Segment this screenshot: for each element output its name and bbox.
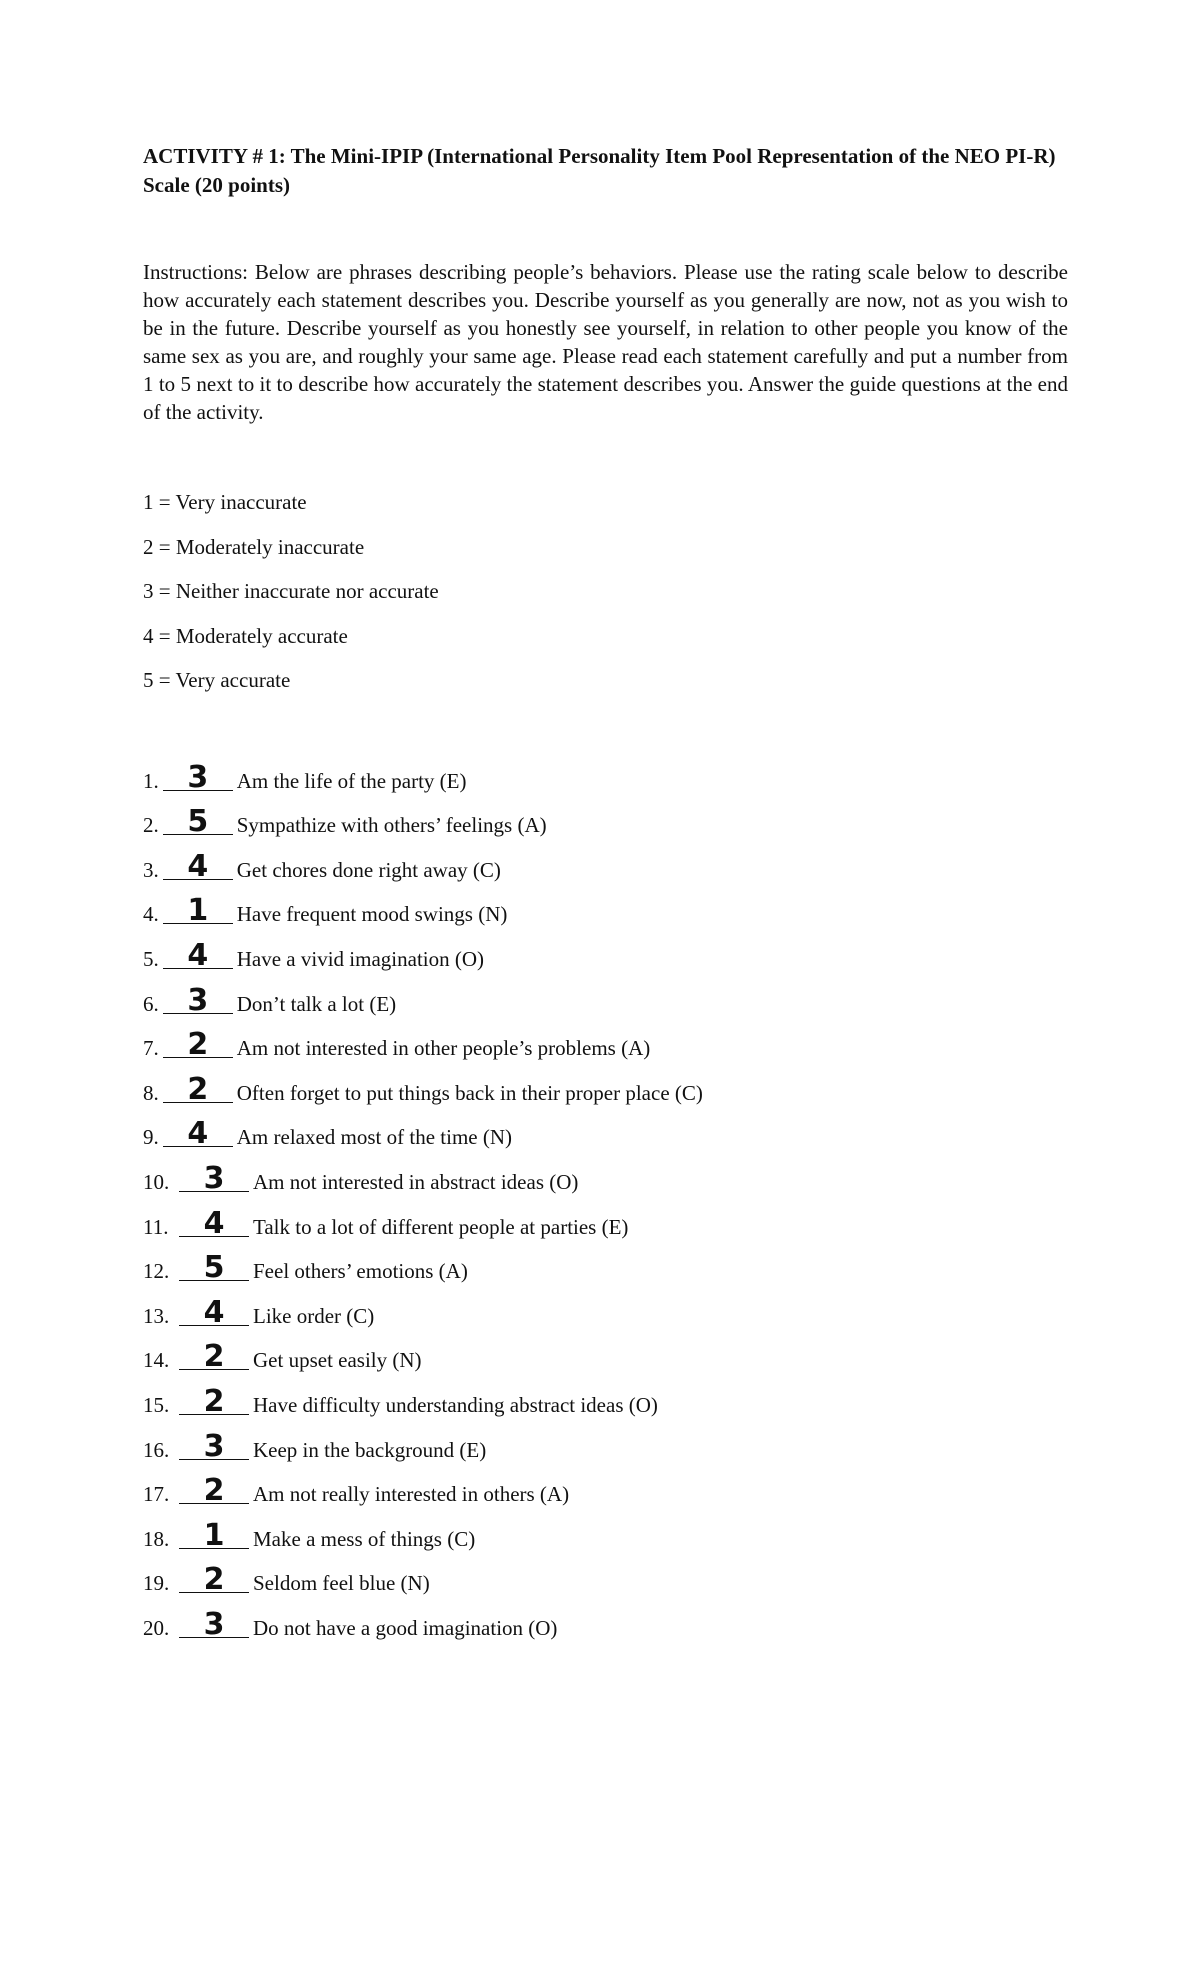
item-number: 1. (143, 768, 159, 793)
item-number: 7. (143, 1036, 159, 1061)
answer-value: 2 (203, 1383, 225, 1419)
statement-text: Talk to a lot of different people at parties (E) (253, 1214, 629, 1239)
statement-text: Am not interested in abstract ideas (O) (253, 1169, 579, 1194)
rating-scale-item: 3 = Neither inaccurate nor accurate (143, 579, 439, 604)
statement-item (143, 1597, 703, 1642)
answer-blank[interactable] (179, 1605, 249, 1642)
answer-blank[interactable] (179, 1382, 249, 1419)
answer-blank[interactable] (179, 1560, 249, 1598)
statement-item (143, 1196, 703, 1241)
statement-item (143, 795, 703, 840)
answer-value: 3 (187, 759, 209, 795)
statement-item (143, 928, 703, 973)
statement-item (143, 1241, 703, 1286)
statement-item (143, 1330, 703, 1375)
item-number: 9. (143, 1125, 159, 1150)
item-number: 18. (143, 1526, 170, 1551)
answer-value: 5 (187, 804, 209, 840)
rating-scale-list (143, 488, 439, 711)
statement-item (143, 750, 703, 795)
answer-value: 1 (187, 893, 209, 929)
statement-text: Get chores done right away (C) (236, 857, 501, 882)
statement-text: Have frequent mood swings (N) (236, 902, 508, 927)
statement-item (143, 839, 703, 884)
statement-text: Keep in the background (E) (253, 1437, 487, 1462)
statement-list (143, 750, 703, 1642)
answer-value: 2 (203, 1562, 225, 1598)
statement-text: Am not really interested in others (A) (253, 1482, 570, 1507)
answer-value: 4 (187, 1116, 209, 1152)
instructions-paragraph: Instructions: Below are phrases describing people’s behaviors. Please use the rating scale below to describe how accurately each statement describes you. Describe yourself as you generally are now, not as you wish to be in the future. Describe yourself as you honestly see yourself, in relation to other people you know of the same sex as you are, and roughly your same age. Please read each statement carefully and put a number from 1 to 5 next to it to describe how accurately the statement describes you. Answer the guide questions at the end of the activity. (143, 260, 1068, 424)
answer-blank[interactable] (163, 1025, 233, 1063)
item-number: 11. (143, 1214, 169, 1239)
answer-blank[interactable] (179, 1471, 249, 1509)
statement-text: Like order (C) (253, 1303, 375, 1328)
statement-text: Often forget to put things back in their proper place (C) (236, 1080, 703, 1105)
statement-text: Am not interested in other people’s problems (A) (236, 1036, 651, 1061)
statement-item (143, 1464, 703, 1509)
answer-blank[interactable] (179, 1427, 249, 1464)
statement-item (143, 1107, 703, 1152)
answer-value: 3 (187, 982, 209, 1018)
statement-text: Seldom feel blue (N) (253, 1571, 430, 1596)
statement-text: Am relaxed most of the time (N) (236, 1125, 513, 1150)
answer-value: 4 (203, 1205, 225, 1241)
statement-item (143, 1062, 703, 1107)
item-number: 20. (143, 1615, 170, 1640)
rating-scale-item: 4 = Moderately accurate (143, 623, 348, 648)
item-number: 16. (143, 1437, 170, 1462)
answer-blank[interactable] (163, 891, 233, 929)
statement-text: Sympathize with others’ feelings (A) (236, 813, 547, 838)
item-number: 19. (143, 1571, 170, 1596)
answer-value: 2 (187, 1071, 209, 1107)
answer-blank[interactable] (163, 758, 233, 795)
statement-text: Am the life of the party (E) (236, 768, 467, 793)
statement-item (143, 1374, 703, 1419)
item-number: 4. (143, 902, 159, 927)
answer-blank[interactable] (163, 1070, 233, 1107)
statement-item (143, 1151, 703, 1196)
answer-blank[interactable] (179, 1337, 249, 1375)
item-number: 6. (143, 991, 159, 1016)
statement-item (143, 1553, 703, 1598)
statement-text: Get upset easily (N) (253, 1348, 422, 1373)
item-number: 5. (143, 946, 159, 971)
rating-scale-item: 2 = Moderately inaccurate (143, 534, 365, 559)
rating-scale-item: 1 = Very inaccurate (143, 490, 307, 514)
item-number: 17. (143, 1482, 170, 1507)
answer-blank[interactable] (179, 1248, 249, 1286)
statement-item (143, 1508, 703, 1553)
answer-blank[interactable] (179, 1204, 249, 1241)
answer-value: 4 (203, 1294, 225, 1330)
answer-value: 3 (203, 1160, 225, 1196)
answer-blank[interactable] (163, 1114, 233, 1152)
answer-blank[interactable] (179, 1159, 249, 1196)
answer-value: 2 (187, 1027, 209, 1063)
statement-item (143, 973, 703, 1018)
answer-value: 4 (187, 848, 209, 884)
item-number: 13. (143, 1303, 170, 1328)
answer-value: 2 (203, 1473, 225, 1509)
answer-value: 3 (203, 1606, 225, 1642)
answer-blank[interactable] (163, 802, 233, 840)
item-number: 14. (143, 1348, 170, 1373)
statement-text: Feel others’ emotions (A) (253, 1259, 468, 1284)
item-number: 8. (143, 1080, 159, 1105)
answer-value: 2 (203, 1339, 225, 1375)
answer-blank[interactable] (163, 936, 233, 973)
answer-value: 4 (187, 937, 209, 973)
item-number: 12. (143, 1259, 170, 1284)
item-number: 2. (143, 813, 159, 838)
statement-item (143, 1419, 703, 1464)
statement-text: Make a mess of things (C) (253, 1526, 476, 1551)
answer-blank[interactable] (163, 981, 233, 1018)
statement-item (143, 1285, 703, 1330)
answer-value: 1 (203, 1517, 225, 1553)
statement-text: Have difficulty understanding abstract ideas (O) (253, 1392, 658, 1417)
activity-title: ACTIVITY # 1: The Mini-IPIP (International Personality Item Pool Representation of the NEO PI-R) Scale (20 points) (143, 144, 1056, 197)
item-number: 15. (143, 1392, 170, 1417)
answer-value: 5 (203, 1250, 225, 1286)
answer-blank[interactable] (179, 1516, 249, 1553)
rating-scale-item: 5 = Very accurate (143, 668, 291, 693)
statement-item (143, 1018, 703, 1063)
statement-text: Don’t talk a lot (E) (236, 991, 397, 1016)
answer-blank[interactable] (163, 847, 233, 884)
answer-value: 3 (203, 1428, 225, 1464)
item-number: 10. (143, 1169, 170, 1194)
answer-blank[interactable] (179, 1293, 249, 1330)
item-number: 3. (143, 857, 159, 882)
statement-text: Do not have a good imagination (O) (253, 1615, 558, 1640)
statement-item (143, 884, 703, 929)
statement-text: Have a vivid imagination (O) (236, 946, 485, 971)
